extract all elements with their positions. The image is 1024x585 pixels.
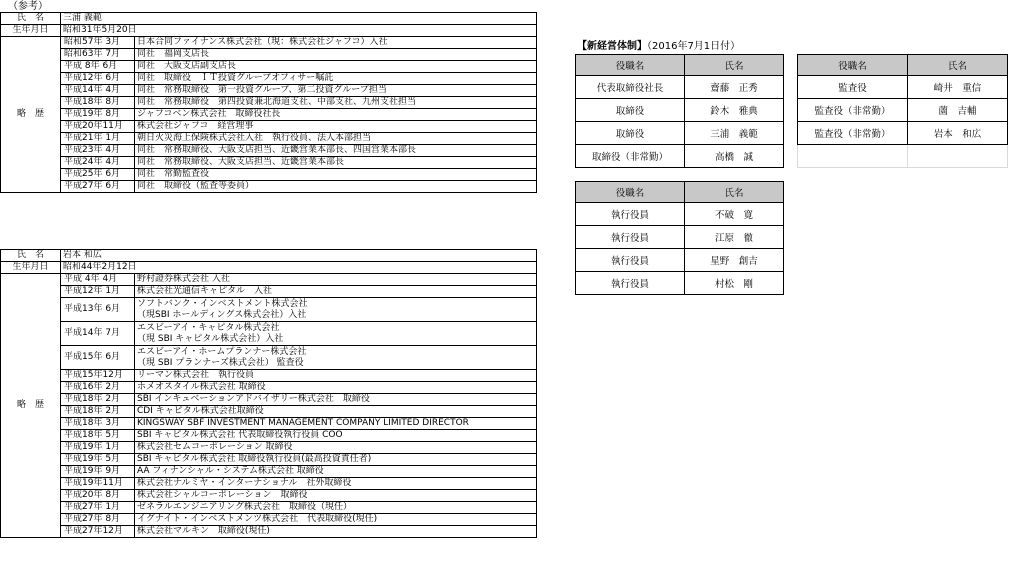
career-date: 平成18年 2月 bbox=[61, 406, 135, 418]
career-date: 平成19年 5月 bbox=[61, 454, 135, 466]
career-text: CDI キャピタル株式会社取締役 bbox=[135, 406, 537, 418]
directors-table bbox=[575, 54, 784, 168]
career-date: 平成27年 1月 bbox=[61, 502, 135, 514]
career-text: ホメオスタイル株式会社 取締役 bbox=[135, 382, 537, 394]
career-text: 株式会社マルキン 取締役(現任) bbox=[135, 526, 537, 538]
role-cell: 監査役（非常勤） bbox=[798, 122, 908, 145]
role-cell: 監査役（非常勤） bbox=[798, 99, 908, 122]
career-date: 平成12年 1月 bbox=[61, 286, 135, 298]
name-cell: 岩本 和広 bbox=[908, 122, 1008, 145]
career-date: 平成 8年 6月 bbox=[61, 61, 135, 73]
career-row bbox=[1, 181, 537, 193]
name-cell: 不破 寛 bbox=[685, 203, 784, 226]
birth-row bbox=[1, 262, 537, 274]
career-text: ソフトバンク・インベストメント株式会社 （現SBI ホールディングス株式会社）入社 bbox=[135, 298, 537, 322]
birth-date: 昭和31年5月20日 bbox=[61, 25, 537, 37]
empty-cell bbox=[908, 145, 1008, 168]
birth-row bbox=[1, 25, 537, 37]
career-date: 平成20年11月 bbox=[61, 121, 135, 133]
career-date: 平成19年 1月 bbox=[61, 442, 135, 454]
career-row bbox=[1, 466, 537, 478]
career-date: 平成27年 8月 bbox=[61, 514, 135, 526]
role-cell: 執行役員 bbox=[576, 272, 685, 295]
career-row bbox=[1, 526, 537, 538]
career-row bbox=[1, 490, 537, 502]
role-cell: 監査役 bbox=[798, 76, 908, 99]
career-date: 平成23年 4月 bbox=[61, 145, 135, 157]
career-text: SBI キャピタル株式会社 代表取締役執行役員 COO bbox=[135, 430, 537, 442]
biography-table-iwamoto bbox=[0, 249, 537, 538]
role-cell: 取締役 bbox=[576, 99, 685, 122]
career-text: 同社 常務取締役、大阪支店担当、近畿営業本部長 bbox=[135, 157, 537, 169]
empty-cell bbox=[798, 145, 908, 168]
table-row bbox=[576, 203, 784, 226]
career-label: 略 歴 bbox=[1, 274, 61, 538]
career-row bbox=[1, 97, 537, 109]
career-date: 平成13年 6月 bbox=[61, 298, 135, 322]
career-date: 平成25年 6月 bbox=[61, 169, 135, 181]
birth-date: 昭和44年2月12日 bbox=[61, 262, 537, 274]
career-date: 平成18年 5月 bbox=[61, 430, 135, 442]
career-row bbox=[1, 61, 537, 73]
name-cell: 齋藤 正秀 bbox=[685, 76, 784, 99]
directors-header-role: 役職名 bbox=[576, 55, 685, 76]
career-date: 平成19年 9月 bbox=[61, 466, 135, 478]
name-cell: 村松 剛 bbox=[685, 272, 784, 295]
career-date: 平成21年 1月 bbox=[61, 133, 135, 145]
table-row bbox=[576, 122, 784, 145]
career-date: 平成27年12月 bbox=[61, 526, 135, 538]
table-row bbox=[798, 76, 1008, 99]
career-row bbox=[1, 418, 537, 430]
name-cell: 星野 創吉 bbox=[685, 249, 784, 272]
career-text: 日本合同ファイナンス株式会社（現：株式会社ジャフコ）入社 bbox=[135, 37, 537, 49]
name-cell: 高橋 誠 bbox=[685, 145, 784, 168]
career-row bbox=[1, 109, 537, 121]
career-row bbox=[1, 514, 537, 526]
birth-label: 生年月日 bbox=[1, 25, 61, 37]
career-text: エスビーアイ・キャピタル株式会社 （現 SBI キャピタル株式会社）入社 bbox=[135, 322, 537, 346]
name-row bbox=[1, 250, 537, 262]
career-row bbox=[1, 322, 537, 346]
career-row bbox=[1, 157, 537, 169]
table-row bbox=[798, 122, 1008, 145]
role-cell: 取締役 bbox=[576, 122, 685, 145]
biography-table-miura bbox=[0, 12, 537, 193]
career-row bbox=[1, 145, 537, 157]
career-text: SBI キャピタル株式会社 取締役執行役員(最高投資責任者) bbox=[135, 454, 537, 466]
career-text: SBI インキュベーションアドバイザリー株式会社 取締役 bbox=[135, 394, 537, 406]
career-text: 同社 大阪支店副支店長 bbox=[135, 61, 537, 73]
role-cell: 執行役員 bbox=[576, 226, 685, 249]
career-row bbox=[1, 370, 537, 382]
career-text: ゼネラルエンジニアリング株式会社 取締役（現任） bbox=[135, 502, 537, 514]
table-row bbox=[576, 76, 784, 99]
management-title-main: 【新経営体制】 bbox=[577, 41, 647, 52]
career-date: 平成15年 6月 bbox=[61, 346, 135, 370]
auditors-table bbox=[797, 54, 1008, 168]
name-label: 氏 名 bbox=[1, 13, 61, 25]
career-text: 朝日火災海上保険株式会社入社 執行役員、法人本部担当 bbox=[135, 133, 537, 145]
career-date: 平成19年 8月 bbox=[61, 109, 135, 121]
career-date: 平成 4年 4月 bbox=[61, 274, 135, 286]
career-text: 株式会社ジャフコ 経営理事 bbox=[135, 121, 537, 133]
table-row bbox=[576, 145, 784, 168]
career-row bbox=[1, 478, 537, 490]
auditors-header-role: 役職名 bbox=[798, 55, 908, 76]
table-row bbox=[576, 272, 784, 295]
career-date: 平成14年 4月 bbox=[61, 85, 135, 97]
management-title-date: （2016年7月1日付） bbox=[647, 41, 741, 52]
career-date: 平成27年 6月 bbox=[61, 181, 135, 193]
name-cell: 鈴木 雅典 bbox=[685, 99, 784, 122]
name-cell: 三浦 義範 bbox=[685, 122, 784, 145]
career-date: 平成12年 6月 bbox=[61, 73, 135, 85]
career-text: 同社 取締役（監査等委員） bbox=[135, 181, 537, 193]
career-date: 昭和63年 7月 bbox=[61, 49, 135, 61]
table-row bbox=[576, 249, 784, 272]
career-date: 平成18年 2月 bbox=[61, 394, 135, 406]
reference-label: （参考） bbox=[8, 1, 48, 12]
person-name: 三浦 義範 bbox=[61, 13, 537, 25]
career-text: 同社 常務取締役 第四投資兼北海道支社、中部支社、九州支社担当 bbox=[135, 97, 537, 109]
name-cell: 江原 徹 bbox=[685, 226, 784, 249]
career-row bbox=[1, 121, 537, 133]
table-row bbox=[576, 226, 784, 249]
career-text: 株式会社光通信キャピタル 入社 bbox=[135, 286, 537, 298]
management-title bbox=[577, 40, 740, 53]
career-text: 株式会社シャルコーポレーション 取締役 bbox=[135, 490, 537, 502]
career-date: 平成20年 8月 bbox=[61, 490, 135, 502]
career-date: 平成19年11月 bbox=[61, 478, 135, 490]
birth-label: 生年月日 bbox=[1, 262, 61, 274]
auditors-header-name: 氏名 bbox=[908, 55, 1008, 76]
career-text: 同社 常勤監査役 bbox=[135, 169, 537, 181]
career-text: 同社 取締役 ＩＴ投資グループオフィサー嘱託 bbox=[135, 73, 537, 85]
table-row bbox=[798, 99, 1008, 122]
career-row bbox=[1, 406, 537, 418]
directors-header-name: 氏名 bbox=[685, 55, 784, 76]
officers-header-name: 氏名 bbox=[685, 182, 784, 203]
career-row bbox=[1, 85, 537, 97]
career-row bbox=[1, 37, 537, 49]
career-text: 野村證券株式会社 入社 bbox=[135, 274, 537, 286]
career-row bbox=[1, 286, 537, 298]
career-row bbox=[1, 454, 537, 466]
career-text: 同社 福岡支店長 bbox=[135, 49, 537, 61]
career-row bbox=[1, 502, 537, 514]
career-date: 平成15年12月 bbox=[61, 370, 135, 382]
career-row bbox=[1, 442, 537, 454]
career-date: 平成24年 4月 bbox=[61, 157, 135, 169]
name-cell: 崎井 重信 bbox=[908, 76, 1008, 99]
career-text: 同社 常務取締役、大阪支店担当、近畿営業本部長、四国営業本部長 bbox=[135, 145, 537, 157]
officers-header-role: 役職名 bbox=[576, 182, 685, 203]
name-label: 氏 名 bbox=[1, 250, 61, 262]
table-row bbox=[576, 99, 784, 122]
career-row bbox=[1, 430, 537, 442]
career-text: KINGSWAY SBF INVESTMENT MANAGEMENT COMPANY LIMITED DIRECTOR bbox=[135, 418, 537, 430]
career-text: ジャフコベン株式会社 取締役社長 bbox=[135, 109, 537, 121]
career-row bbox=[1, 73, 537, 85]
person-name: 岩本 和広 bbox=[61, 250, 537, 262]
career-date: 平成18年 3月 bbox=[61, 418, 135, 430]
career-text: 同社 常務取締役 第一投資グループ、第二投資グループ担当 bbox=[135, 85, 537, 97]
career-date: 平成18年 8月 bbox=[61, 97, 135, 109]
officers-table bbox=[575, 181, 784, 295]
career-text: 株式会社ナルミヤ・インターナショナル 社外取締役 bbox=[135, 478, 537, 490]
career-row bbox=[1, 298, 537, 322]
career-date: 平成14年 7月 bbox=[61, 322, 135, 346]
career-row bbox=[1, 382, 537, 394]
career-row bbox=[1, 394, 537, 406]
career-date: 昭和57年 3月 bbox=[61, 37, 135, 49]
role-cell: 代表取締役社長 bbox=[576, 76, 685, 99]
role-cell: 執行役員 bbox=[576, 203, 685, 226]
empty-row bbox=[798, 145, 1008, 168]
name-row bbox=[1, 13, 537, 25]
career-date: 平成16年 2月 bbox=[61, 382, 135, 394]
career-row bbox=[1, 346, 537, 370]
career-text: AA フィナンシャル・システム株式会社 取締役 bbox=[135, 466, 537, 478]
role-cell: 執行役員 bbox=[576, 249, 685, 272]
career-text: 株式会社セムコーポレーション 取締役 bbox=[135, 442, 537, 454]
career-label: 略 歴 bbox=[1, 37, 61, 193]
career-row bbox=[1, 274, 537, 286]
role-cell: 取締役（非常勤） bbox=[576, 145, 685, 168]
name-cell: 薗 吉輔 bbox=[908, 99, 1008, 122]
career-text: エスビーアイ・ホームプランナー株式会社 （現 SBI プランナーズ株式会社） 監査役 bbox=[135, 346, 537, 370]
career-text: リーマン株式会社 執行役員 bbox=[135, 370, 537, 382]
career-row bbox=[1, 49, 537, 61]
career-row bbox=[1, 133, 537, 145]
career-text: イグナイト・インベストメンツ株式会社 代表取締役(現任) bbox=[135, 514, 537, 526]
career-row bbox=[1, 169, 537, 181]
